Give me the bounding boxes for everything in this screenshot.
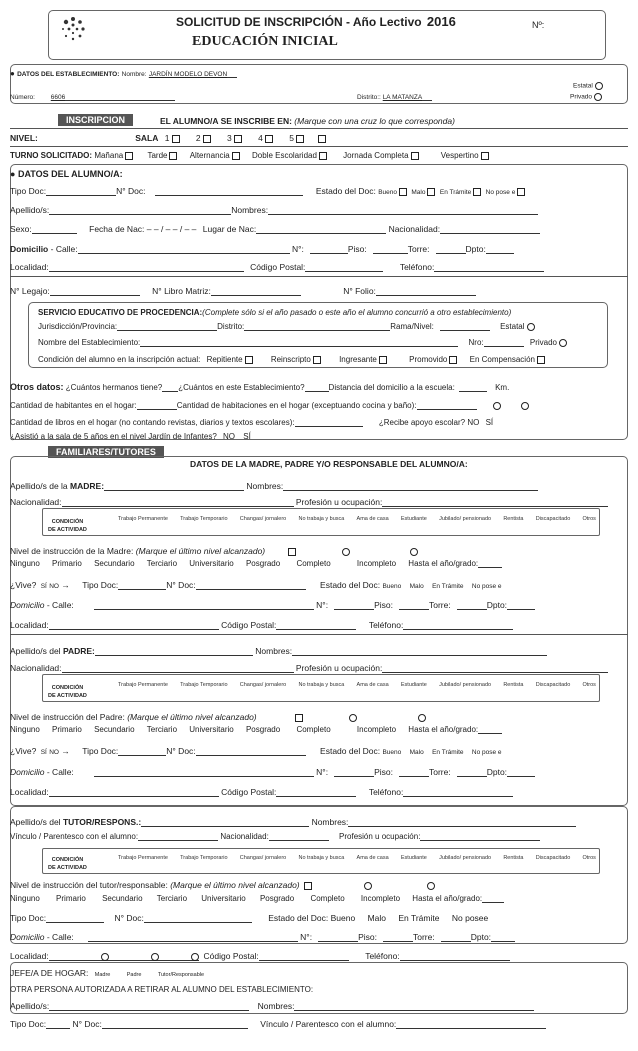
- sala-1[interactable]: 1: [165, 133, 182, 143]
- turno-tarde: Tarde: [147, 151, 168, 160]
- padre-vive-row: ¿Vive? SÍ NO → Tipo Doc: N° Doc: Estado del Doc: Bueno Malo En Trámite No pose e: [10, 746, 502, 756]
- padre-apellido-row: Apellido/s del PADRE: Nombres:: [10, 646, 628, 656]
- nombre-value[interactable]: JARDÍN MODELO DEVON: [148, 71, 228, 78]
- inscripcion-tab: INSCRIPCION: [58, 114, 133, 126]
- madre-vive-si[interactable]: SÍ: [40, 583, 47, 590]
- padre-vive-no[interactable]: NO: [49, 749, 59, 756]
- alumno-legajo-row: N° Legajo: N° Libro Matriz: N° Folio:: [10, 286, 628, 296]
- alumno-title: [10, 169, 628, 179]
- jefe-madre[interactable]: Madre: [94, 972, 111, 978]
- inscripcion-hint: (Marque con una cruz lo que corresponda): [294, 116, 455, 126]
- madre-vive-row: ¿Vive? SÍ NO → Tipo Doc: N° Doc: Estado del Doc: Bueno Malo En Trámite No pose e: [10, 580, 502, 590]
- padre-incompleto-radio[interactable]: [418, 714, 426, 722]
- sala-2[interactable]: 2: [196, 133, 213, 143]
- sala-5-checkbox[interactable]: [296, 135, 304, 143]
- turno-vespertino: Vespertino: [440, 151, 479, 160]
- turno-completa-checkbox[interactable]: [411, 152, 419, 160]
- estatal-radio[interactable]: [595, 82, 603, 90]
- alumno-nombre-row: Apellido/s: Nombres:: [10, 205, 628, 215]
- alumno-title-text: DATOS DEL ALUMNO/A:: [17, 169, 123, 179]
- apoyo-si[interactable]: SÍ: [485, 418, 494, 427]
- familiares-title: DATOS DE LA MADRE, PADRE Y/O RESPONSABLE DEL ALUMNO/A:: [190, 459, 468, 469]
- turno-tarde-checkbox[interactable]: [169, 152, 177, 160]
- sala-3[interactable]: 3: [227, 133, 244, 143]
- privado-option[interactable]: [570, 93, 604, 101]
- tutor-nivel-row: Nivel de instrucción del tutor/responsable: (Marque el último nivel alcanzado): [10, 880, 628, 890]
- padre-completo-radio[interactable]: [349, 714, 357, 722]
- tutor-vinculo-row: Vínculo / Parentesco con el alumno: Nacionalidad: Profesión u ocupación:: [10, 832, 628, 841]
- madre-condicion-options: Trabajo Permanente Trabajo Temporario Changas/ jornalero No trabaja y busca Ama de casa Estudiante Jubilado/ pensionado Rentista Discapacitado Otros: [118, 516, 596, 522]
- distrito-value[interactable]: LA MATANZA: [382, 94, 423, 101]
- madre-completo-radio[interactable]: [342, 548, 350, 556]
- turno-alternancia: Alternancia: [189, 151, 230, 160]
- tutor-completo-radio[interactable]: [364, 882, 372, 890]
- alumno-domicilio-row: Domicilio - Calle: N°: Piso: Torre: Dpto:: [10, 244, 628, 254]
- tutor-domicilio-row: Domicilio - Calle: N°: Piso: Torre: Dpto:: [10, 932, 628, 942]
- fecha-nac-field[interactable]: – – / – – / – –: [146, 224, 197, 234]
- cond-promovido-checkbox[interactable]: [449, 356, 457, 364]
- apoyo-no[interactable]: NO: [467, 418, 480, 427]
- numero-label: Número:: [10, 94, 35, 101]
- sala5-si[interactable]: SÍ: [243, 432, 251, 441]
- arrow-right-icon: →: [61, 746, 70, 756]
- footer-localidad-row: Localidad: Código Postal: Teléfono:: [10, 951, 628, 961]
- inscripcion-title-text: EL ALUMNO/A SE INSCRIBE EN:: [160, 116, 292, 126]
- jefe-row: JEFE/A DE HOGAR: Madre Padre Tutor/Responsable: [10, 968, 205, 978]
- madre-incompleto-radio[interactable]: [410, 548, 418, 556]
- otros-extra-radio1[interactable]: [493, 402, 501, 410]
- cond-reinscripto-checkbox[interactable]: [313, 356, 321, 364]
- estatal-option[interactable]: [573, 82, 605, 90]
- bullet-icon: ●: [10, 69, 15, 78]
- sala-4-checkbox[interactable]: [265, 135, 273, 143]
- sala5-no[interactable]: NO: [223, 432, 236, 441]
- cond-compensacion-checkbox[interactable]: [537, 356, 545, 364]
- procedencia-row1: Jurisdicción/Provincia: Distrito: Rama/Nivel: Estatal: [38, 322, 537, 331]
- proc-estatal-radio[interactable]: [527, 323, 535, 331]
- turno-doble: Doble Escolaridad: [251, 151, 317, 160]
- form-title: [176, 14, 456, 29]
- estado-tramite-checkbox[interactable]: [473, 188, 481, 196]
- nivel-row: [10, 133, 628, 143]
- madre-condicion-label: CONDICIÓN DE ACTIVIDAD: [48, 519, 87, 533]
- turno-manana-checkbox[interactable]: [125, 152, 133, 160]
- alumno-sexo-row: Sexo: Fecha de Nac: – – / – – / – – Lugar de Nac: Nacionalidad:: [10, 224, 628, 234]
- madre-nivel-row: Nivel de instrucción de la Madre: (Marque el último nivel alcanzado): [10, 546, 628, 556]
- procedencia-row3: Condición del alumno en la inscripción actual: Repitiente Reinscripto Ingresante Promovido En Compensación: [38, 355, 547, 364]
- padre-condicion-options: Trabajo Permanente Trabajo Temporario Changas/ jornalero No trabaja y busca Ama de casa Estudiante Jubilado/ pensionado Rentista Discapacitado Otros: [118, 682, 596, 688]
- estado-bueno-checkbox[interactable]: [399, 188, 407, 196]
- madre-vive-no[interactable]: NO: [49, 583, 59, 590]
- padre-domicilio-row: Domicilio - Calle: N°: Piso: Torre: Dpto:: [10, 767, 628, 777]
- turno-row: [10, 151, 628, 160]
- jefe-padre[interactable]: Padre: [126, 972, 142, 978]
- procedencia-row2: Nombre del Establecimiento: Nro: Privado: [38, 338, 569, 347]
- cond-repitiente-checkbox[interactable]: [245, 356, 253, 364]
- tutor-condicion-options: Trabajo Permanente Trabajo Temporario Changas/ jornalero No trabaja y busca Ama de casa Estudiante Jubilado/ pensionado Rentista Discapacitado Otros: [118, 855, 596, 861]
- madre-nivel-checkbox[interactable]: [288, 548, 296, 556]
- sala-4[interactable]: 4: [258, 133, 275, 143]
- tutor-incompleto-radio[interactable]: [427, 882, 435, 890]
- footer-radio1[interactable]: [101, 953, 109, 961]
- madre-nacionalidad-row: Nacionalidad: Profesión u ocupación:: [10, 497, 628, 507]
- otros-row2: Cantidad de habitantes en el hogar: Cantidad de habitaciones en el hogar (exceptuando cocina y baño):: [10, 401, 628, 410]
- sala-2-checkbox[interactable]: [203, 135, 211, 143]
- sala-label: SALA: [135, 133, 159, 143]
- padre-nivel-row: Nivel de instrucción del Padre: (Marque el último nivel alcanzado): [10, 712, 628, 722]
- establecimiento-label: DATOS DEL ESTABLECIMIENTO:: [17, 71, 120, 78]
- turno-manana: Mañana: [94, 151, 124, 160]
- proc-privado-radio[interactable]: [559, 339, 567, 347]
- establecimiento-row2: [10, 92, 628, 101]
- madre-condicion-box: [42, 508, 600, 536]
- otros-extra-radio2[interactable]: [521, 402, 529, 410]
- logo-icon: [60, 16, 86, 42]
- madre-localidad-row: Localidad: Código Postal: Teléfono:: [10, 620, 628, 630]
- estado-malo-checkbox[interactable]: [427, 188, 435, 196]
- establecimiento-row1: [10, 69, 628, 78]
- tutor-condicion-label: CONDICIÓN DE ACTIVIDAD: [48, 857, 87, 871]
- sala-extra-checkbox[interactable]: [318, 135, 326, 143]
- sala-3-checkbox[interactable]: [234, 135, 242, 143]
- padre-vive-si[interactable]: SÍ: [40, 749, 47, 756]
- procedencia-title: SERVICIO EDUCATIVO DE PROCEDENCIA:(Complete sólo si el año pasado o este año el alumno concurrió a otro establecimiento): [38, 308, 512, 317]
- nivel-label: NIVEL:: [10, 133, 38, 143]
- sala-1-checkbox[interactable]: [172, 135, 180, 143]
- turno-label: TURNO SOLICITADO:: [10, 151, 93, 160]
- numero-value[interactable]: 6606: [50, 94, 66, 101]
- madre-domicilio-row: Domicilio - Calle: N°: Piso: Torre: Dpto:: [10, 600, 628, 610]
- sala-5[interactable]: 5: [289, 133, 306, 143]
- turno-completa: Jornada Completa: [343, 151, 409, 160]
- autorizada-row: OTRA PERSONA AUTORIZADA A RETIRAR AL ALUMNO DEL ESTABLECIMIENTO:: [10, 985, 314, 994]
- estado-noposee-checkbox[interactable]: [517, 188, 525, 196]
- otros-row1: Otros datos: ¿Cuántos hermanos tiene? ¿Cuántos en este Establecimiento? Distancia del domicilio a la escuela: Km.: [10, 382, 510, 392]
- distrito-label: Distrito::: [357, 94, 381, 101]
- alumno-localidad-row: Localidad: Código Postal: Teléfono:: [10, 262, 628, 272]
- arrow-right-icon: →: [61, 580, 70, 590]
- tutor-apellido-row: Apellido/s del TUTOR/RESPONS.: Nombres:: [10, 817, 628, 827]
- tutor-nivel-options: Ninguno Primario Secundario Terciario Universitario Posgrado Completo Incompleto Hasta el año/grado:: [10, 894, 628, 903]
- bullet-icon: ●: [10, 169, 16, 179]
- tutor-nivel-checkbox[interactable]: [304, 882, 312, 890]
- tutor-doc-row: Tipo Doc: N° Doc: Estado del Doc: Bueno Malo En Trámite No posee: [10, 913, 489, 923]
- privado-label: Privado: [570, 93, 593, 101]
- title-text: SOLICITUD DE INSCRIPCIÓN - Año Lectivo: [176, 15, 422, 29]
- otros-row4: ¿Asistió a la sala de 5 años en el nivel Jardín de Infantes? NO SÍ: [10, 432, 251, 441]
- privado-radio[interactable]: [594, 93, 602, 101]
- tutor-condicion-box: [42, 848, 600, 874]
- madre-nivel-options: Ninguno Primario Secundario Terciario Universitario Posgrado Completo Incompleto Hasta el año/grado:: [10, 559, 628, 568]
- padre-localidad-row: Localidad: Código Postal: Teléfono:: [10, 787, 628, 797]
- alumno-doc-row: Tipo Doc: N° Doc: Estado del Doc: Bueno Malo En Trámite No pose e: [10, 186, 628, 196]
- autorizada-doc-row: Tipo Doc: N° Doc: Vínculo / Parentesco con el alumno:: [10, 1019, 628, 1029]
- inscripcion-title: [160, 116, 455, 126]
- cond-ingresante-checkbox[interactable]: [379, 356, 387, 364]
- footer-radio2[interactable]: [151, 953, 159, 961]
- autorizada-nombre-row: Apellido/s: Nombres:: [10, 1001, 628, 1011]
- estatal-label: Estatal: [573, 82, 593, 90]
- padre-condicion-box: [42, 674, 600, 702]
- footer-radio3[interactable]: [191, 953, 199, 961]
- year-text: 2016: [426, 14, 456, 29]
- otros-row3: Cantidad de libros en el hogar (no contando revistas, diarios y textos escolares): ¿Recibe apoyo escolar? NO SÍ: [10, 418, 494, 427]
- nro-label: Nº:: [532, 20, 545, 30]
- familiares-tab: FAMILIARES/TUTORES: [48, 446, 164, 458]
- jefe-tutor[interactable]: Tutor/Responsable: [157, 972, 205, 978]
- form-subtitle: EDUCACIÓN INICIAL: [192, 34, 338, 49]
- madre-apellido-row: Apellido/s de la MADRE: Nombres:: [10, 481, 628, 491]
- nombre-label: Nombre:: [121, 71, 147, 78]
- padre-condicion-label: CONDICIÓN DE ACTIVIDAD: [48, 685, 87, 699]
- padre-nivel-checkbox[interactable]: [295, 714, 303, 722]
- turno-alternancia-checkbox[interactable]: [232, 152, 240, 160]
- turno-vespertino-checkbox[interactable]: [481, 152, 489, 160]
- turno-doble-checkbox[interactable]: [319, 152, 327, 160]
- padre-nivel-options: Ninguno Primario Secundario Terciario Universitario Posgrado Completo Incompleto Hasta el año/grado:: [10, 725, 628, 734]
- padre-nacionalidad-row: Nacionalidad: Profesión u ocupación:: [10, 663, 628, 673]
